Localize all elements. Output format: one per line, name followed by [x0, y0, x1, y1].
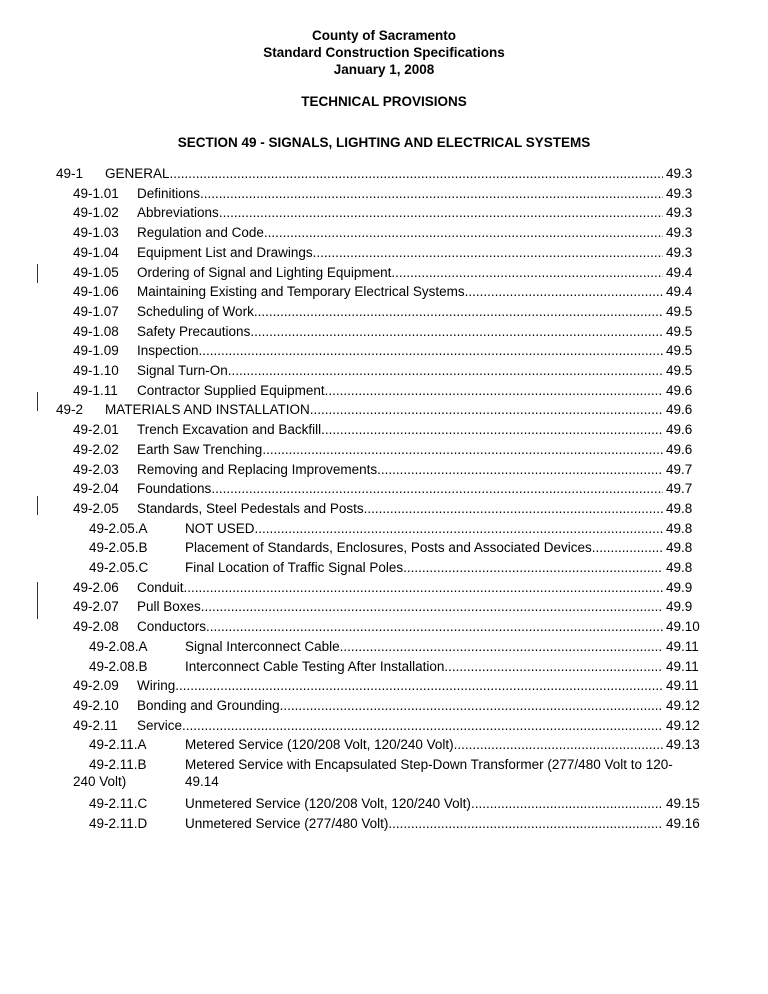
- leader-dots: [182, 716, 663, 735]
- leader-dots: [199, 341, 663, 360]
- toc-page: 49.12: [666, 697, 700, 713]
- toc-title: Definitions: [137, 185, 201, 201]
- toc-title: Service: [137, 717, 183, 733]
- toc-entry: [0, 164, 768, 183]
- toc-entry: [0, 657, 768, 676]
- leader-dots: [262, 440, 663, 459]
- toc-page: 49.8: [666, 540, 693, 556]
- toc-title: Earth Saw Trenching: [137, 441, 263, 457]
- toc-page: 49.3: [666, 205, 693, 221]
- toc-title: Scheduling of Work: [137, 303, 254, 319]
- toc-number: 49-1.09: [73, 343, 119, 359]
- toc-number: 49-2.05.A: [89, 520, 148, 536]
- toc-page: 49.13: [666, 737, 700, 753]
- toc-title: Regulation and Code: [137, 225, 264, 241]
- leader-dots: [388, 814, 663, 833]
- toc-page: 49.5: [666, 323, 693, 339]
- toc-number: 49-2.05.B: [89, 540, 148, 556]
- leader-dots: [444, 657, 663, 676]
- toc-entry: [0, 420, 768, 439]
- toc-page: 49.4: [666, 284, 693, 300]
- toc-page: 49.11: [666, 658, 699, 674]
- leader-dots: [211, 479, 663, 498]
- toc-entry: [0, 558, 768, 577]
- toc-entry: [0, 519, 768, 538]
- toc-page: 49.6: [666, 422, 693, 438]
- toc-title: Wiring: [137, 678, 176, 694]
- leader-dots: [321, 420, 663, 439]
- toc-page: 49.4: [666, 264, 693, 280]
- leader-dots: [201, 597, 663, 616]
- toc-title: Inspection: [137, 343, 199, 359]
- leader-dots: [391, 263, 663, 282]
- toc-page: 49.3: [666, 166, 693, 181]
- toc-entry: [0, 440, 768, 459]
- toc-page: 49.3: [666, 244, 693, 260]
- toc-title: Maintaining Existing and Temporary Electrical Systems: [137, 284, 465, 300]
- toc-title: Removing and Replacing Improvements: [137, 461, 378, 477]
- leader-dots: [175, 676, 663, 695]
- toc-page: 49.10: [666, 619, 700, 635]
- toc-page: 49.6: [666, 402, 693, 418]
- toc-entry: [0, 578, 768, 597]
- toc-title: Equipment List and Drawings: [137, 244, 313, 260]
- toc-page: 49.6: [666, 382, 693, 398]
- toc-page: 49.5: [666, 343, 693, 359]
- toc-number: 49-2.03: [73, 461, 119, 477]
- toc-number: 49-1.02: [73, 205, 119, 221]
- toc-entry: [0, 381, 768, 400]
- leader-dots: [465, 282, 663, 301]
- toc-entry: [0, 361, 768, 380]
- leader-dots: [228, 361, 663, 380]
- toc-title: MATERIALS AND INSTALLATION: [105, 402, 310, 418]
- toc-number: 49-1: [56, 166, 84, 181]
- toc-number: 49-2.09: [73, 678, 119, 694]
- toc-number: 49-1.01: [73, 185, 119, 201]
- leader-dots: [219, 203, 663, 222]
- toc-title: Contractor Supplied Equipment: [137, 382, 325, 398]
- toc-number: 49-1.10: [73, 363, 119, 378]
- leader-dots: [206, 617, 663, 636]
- toc-entry: [0, 203, 768, 222]
- leader-dots: [254, 302, 663, 321]
- leader-dots: [403, 558, 663, 577]
- toc-entry: [0, 184, 768, 203]
- toc-entry: [0, 735, 768, 754]
- toc-page: 49.12: [666, 717, 700, 733]
- toc-entry: [0, 794, 768, 813]
- leader-dots: [377, 460, 663, 479]
- toc-entry: [0, 400, 768, 419]
- toc-entry: [0, 322, 768, 341]
- toc-page: 49.16: [666, 815, 700, 831]
- toc-entry: [0, 223, 768, 242]
- toc-number: 49-2.01: [73, 422, 119, 438]
- section-title: SECTION 49 - SIGNALS, LIGHTING AND ELECTRICAL SYSTEMS: [177, 135, 591, 150]
- toc-number: 49-2.11.A: [89, 737, 147, 753]
- header-date: January 1, 2008: [333, 62, 435, 77]
- toc-title: Placement of Standards, Enclosures, Posts and Associated Devices: [185, 540, 592, 556]
- toc-page: 49.7: [666, 481, 693, 497]
- toc-number: 49-2.11.D: [89, 815, 148, 831]
- toc-number: 49-2.08.A: [89, 638, 148, 654]
- leader-dots: [454, 735, 663, 754]
- toc-title: Trench Excavation and Backfill: [137, 422, 322, 438]
- toc-title: Unmetered Service (277/480 Volt): [185, 815, 389, 831]
- toc-number: 49-2.02: [73, 441, 119, 457]
- toc-number: 49-2: [56, 402, 84, 418]
- toc-number: 49-2.08: [73, 619, 119, 635]
- toc-entry: [0, 263, 768, 282]
- toc-title: NOT USED: [185, 520, 255, 536]
- toc-entry: [0, 282, 768, 301]
- toc-page: 49.15: [666, 796, 700, 811]
- toc-number: 49-2.11.B: [89, 757, 147, 772]
- toc-number: 49-2.06: [73, 579, 119, 595]
- toc-number: 49-2.04: [73, 481, 119, 497]
- toc-entry: [0, 696, 768, 715]
- toc-title: Standards, Steel Pedestals and Posts: [137, 500, 364, 516]
- leader-dots: [340, 637, 663, 656]
- toc-number: 49-1.11: [73, 382, 118, 398]
- toc-title: Metered Service (120/208 Volt, 120/240 Volt): [185, 737, 454, 753]
- leader-dots: [471, 794, 663, 813]
- toc-title: GENERAL: [105, 166, 170, 181]
- toc-entry-wrapped: [0, 755, 768, 793]
- toc-entry: [0, 460, 768, 479]
- toc-number: 49-1.08: [73, 323, 119, 339]
- header-county: County of Sacramento: [311, 28, 457, 43]
- toc-page: 49.7: [666, 461, 693, 477]
- leader-dots: [170, 164, 663, 183]
- toc-number: 49-2.08.B: [89, 658, 148, 674]
- toc-page: 49.9: [666, 599, 693, 615]
- toc-entry: [0, 716, 768, 735]
- toc-title: Bonding and Grounding: [137, 697, 280, 713]
- leader-dots: [592, 538, 663, 557]
- leader-dots: [310, 400, 663, 419]
- leader-dots: [313, 243, 663, 262]
- toc-entry: [0, 302, 768, 321]
- leader-dots: [255, 519, 663, 538]
- toc-title: Metered Service with Encapsulated Step-Down Transformer (277/480 Volt to 120-: [185, 757, 673, 772]
- toc-title: Abbreviations: [137, 205, 219, 221]
- toc-page: 49.9: [666, 579, 693, 595]
- toc-number: 49-1.06: [73, 284, 119, 300]
- toc-page: 49.5: [666, 363, 693, 378]
- toc-title: Safety Precautions: [137, 323, 251, 339]
- toc-entry: [0, 637, 768, 656]
- leader-dots: [280, 696, 663, 715]
- toc-entry: [0, 676, 768, 695]
- toc-page: 49.8: [666, 560, 693, 575]
- toc-page: 49.14: [185, 774, 219, 789]
- toc-title: Interconnect Cable Testing After Installation: [185, 658, 445, 674]
- toc-title: Conduit: [137, 579, 184, 595]
- toc-number: 49-2.10: [73, 697, 119, 713]
- toc-entry: [0, 341, 768, 360]
- toc-entry: [0, 597, 768, 616]
- toc-title: Foundations: [137, 481, 212, 497]
- toc-number: 49-1.04: [73, 244, 119, 260]
- leader-dots: [200, 184, 663, 203]
- toc-number: 49-2.11: [73, 717, 118, 733]
- toc-number: 49-2.07: [73, 599, 119, 615]
- header-spec-title: Standard Construction Specifications: [263, 45, 505, 60]
- toc-entry: [0, 499, 768, 518]
- toc-number-continued: 240 Volt): [73, 774, 127, 789]
- toc-number: 49-1.05: [73, 264, 119, 280]
- leader-dots: [325, 381, 663, 400]
- toc-number: 49-2.05.C: [89, 560, 149, 575]
- toc-page: 49.11: [666, 678, 699, 694]
- toc-title: Final Location of Traffic Signal Poles: [185, 560, 404, 575]
- toc-entry: [0, 814, 768, 833]
- header-technical-provisions: TECHNICAL PROVISIONS: [301, 94, 467, 109]
- toc-entry: [0, 243, 768, 262]
- toc-page: 49.8: [666, 500, 693, 516]
- toc-number: 49-2.11.C: [89, 796, 148, 811]
- toc-title: Ordering of Signal and Lighting Equipment: [137, 264, 392, 280]
- leader-dots: [364, 499, 663, 518]
- toc-title: Signal Turn-On: [137, 363, 228, 378]
- toc-page: 49.11: [666, 638, 699, 654]
- toc-title: Signal Interconnect Cable: [185, 638, 340, 654]
- toc-page: 49.8: [666, 520, 693, 536]
- toc-page: 49.3: [666, 225, 693, 241]
- toc-title: Conductors: [137, 619, 207, 635]
- toc-page: 49.3: [666, 185, 693, 201]
- toc-page: 49.6: [666, 441, 693, 457]
- toc-page: 49.5: [666, 303, 693, 319]
- toc-number: 49-2.05: [73, 500, 119, 516]
- leader-dots: [264, 223, 663, 242]
- leader-dots: [184, 578, 663, 597]
- toc-entry: [0, 479, 768, 498]
- leader-dots: [250, 322, 663, 341]
- toc-number: 49-1.07: [73, 303, 119, 319]
- toc-title: Unmetered Service (120/208 Volt, 120/240 Volt): [185, 796, 471, 811]
- toc-entry: [0, 617, 768, 636]
- toc-title: Pull Boxes: [137, 599, 201, 615]
- toc-number: 49-1.03: [73, 225, 119, 241]
- toc-entry: [0, 538, 768, 557]
